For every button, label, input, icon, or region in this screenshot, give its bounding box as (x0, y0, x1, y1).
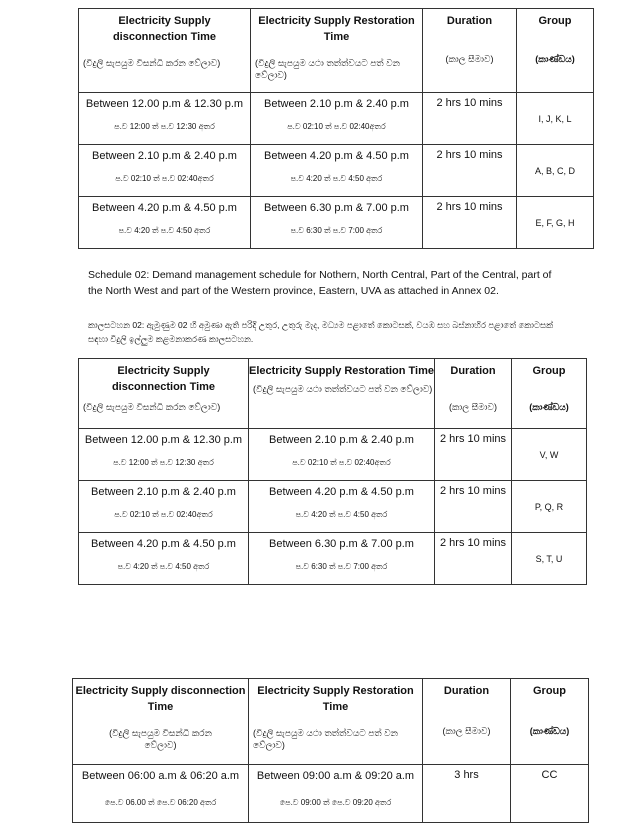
restoration-time: Between 2.10 p.m & 2.40 p.m (269, 434, 414, 446)
disconnection-time-si: පෙ.ව 06.00 ත් පෙ.ව 06:20 අතර (104, 798, 217, 807)
header-duration (423, 9, 517, 93)
group: I, J, K, L (517, 93, 594, 145)
header-disconnection-si: (විදුලි සැපයුම විසන්ධි කරන වේලාව) (83, 402, 221, 412)
table-header-row (79, 9, 594, 93)
header-group (512, 359, 587, 429)
restoration-time-si: ප.ව 02:10 ත් ප.ව 02:40අතර (287, 122, 386, 131)
disconnection-time: Between 06:00 a.m & 06:20 a.m (81, 770, 240, 782)
disconnection-time-si: ප.ව 4:20 ත් ප.ව 4:50 අතර (118, 226, 211, 235)
header-group-en: Group (538, 15, 572, 27)
disconnection-time: Between 12.00 p.m & 12.30 p.m (84, 434, 243, 446)
header-restoration-en: Electricity Supply Restoration Time (249, 365, 435, 377)
header-restoration-en: Electricity Supply Restoration Time (258, 15, 415, 43)
header-duration-si: (කාල සීමාව) (442, 726, 491, 736)
header-disconnection-si: (විදුලි සැපයුම විසන්ධි කරන වේලාව) (109, 728, 212, 750)
disconnection-time: Between 4.20 p.m & 4.50 p.m (92, 202, 237, 214)
table-header-row (73, 679, 589, 765)
duration: 2 hrs 10 mins (435, 481, 512, 533)
restoration-time: Between 4.20 p.m & 4.50 p.m (269, 486, 414, 498)
disconnection-time-si: ප.ව 12:00 ත් ප.ව 12:30 අතර (114, 122, 215, 131)
header-duration (423, 679, 511, 765)
group: CC (511, 765, 589, 823)
table-header-row (79, 359, 587, 429)
disconnection-time-si: ප.ව 4:20 ත් ප.ව 4:50 අතර (117, 562, 210, 571)
header-disconnection (73, 679, 249, 765)
header-duration-si: (කාල සීමාව) (445, 54, 494, 64)
group: V, W (512, 429, 587, 481)
group: P, Q, R (512, 481, 587, 533)
header-disconnection (79, 9, 251, 93)
header-disconnection-en: Electricity Supply disconnection Time (111, 365, 216, 393)
restoration-time-si: ප.ව 6:30 ත් ප.ව 7:00 අතර (295, 562, 388, 571)
group: A, B, C, D (517, 145, 594, 197)
header-group-en: Group (533, 685, 566, 697)
restoration-time: Between 2.10 p.m & 2.40 p.m (264, 98, 409, 110)
header-disconnection-en: Electricity Supply disconnection Time (112, 15, 217, 43)
disconnection-time: Between 2.10 p.m & 2.40 p.m (92, 150, 237, 162)
table-row (73, 765, 589, 823)
disconnection-time-si: ප.ව 12:00 ත් ප.ව 12:30 අතර (113, 458, 214, 467)
disconnection-time-si: ප.ව 02:10 ත් ප.ව 02:40අතර (114, 510, 213, 519)
restoration-time: Between 09:00 a.m & 09:20 a.m (256, 770, 415, 782)
schedule-2-sinhala: කාලසටහන 02: ඇමුණුම 02 හි අමුණා ඇති පරිදි උතුර, උතුරු මැද, මධ්‍යම පළාතේ කොටසක්, වයඹ සහ බස්නාහිර පළාතේ කොටසක් සඳහා විදුලි ඉල්ලුම කළමනාකරණ කාලසටහන. (88, 320, 554, 344)
restoration-time-si: ප.ව 6:30 ත් ප.ව 7:00 අතර (290, 226, 383, 235)
header-duration-en: Duration (446, 15, 493, 27)
schedule-2-text: Demand management schedule for Nothern, North Central, Part of the Central, part of the North West and part of the Western province, Eastern, UVA as attached in Annex 02. (88, 269, 552, 297)
table-row (79, 197, 594, 249)
schedule-table-2 (78, 358, 587, 585)
header-duration-en: Duration (450, 365, 496, 377)
table-row (79, 533, 587, 585)
restoration-time-si: ප.ව 02:10 ත් ප.ව 02:40අතර (292, 458, 391, 467)
restoration-time: Between 4.20 p.m & 4.50 p.m (264, 150, 409, 162)
header-restoration (249, 359, 435, 429)
schedule-table-3 (72, 678, 589, 823)
header-group (517, 9, 594, 93)
header-group-si: (කාණ්ඩය) (529, 726, 570, 736)
restoration-time-si: පෙ.ව 09:00 ත් පෙ.ව 09:20 අතර (279, 798, 392, 807)
header-duration-si: (කාල සීමාව) (448, 402, 497, 412)
table-row (79, 481, 587, 533)
header-disconnection-si: (විදුලි සැපයුම විසන්ධි කරන වේලාව) (83, 58, 221, 68)
disconnection-time: Between 4.20 p.m & 4.50 p.m (91, 538, 236, 550)
header-restoration (249, 679, 423, 765)
schedule-2-label: Schedule 02: (88, 269, 150, 281)
table-row (79, 93, 594, 145)
restoration-time-si: ප.ව 4:20 ත් ප.ව 4:50 අතර (295, 510, 388, 519)
duration: 2 hrs 10 mins (435, 533, 512, 585)
header-group-si: (කාණ්ඩය) (535, 54, 575, 64)
header-duration-en: Duration (443, 685, 490, 697)
header-restoration-en: Electricity Supply Restoration Time (257, 685, 414, 713)
header-disconnection-en: Electricity Supply disconnection Time (75, 685, 246, 713)
schedule-table-1 (78, 8, 594, 249)
header-disconnection (79, 359, 249, 429)
restoration-time: Between 6.30 p.m & 7.00 p.m (264, 202, 409, 214)
header-restoration (251, 9, 423, 93)
restoration-time-si: ප.ව 4:20 ත් ප.ව 4:50 අතර (290, 174, 383, 183)
disconnection-time: Between 12.00 p.m & 12.30 p.m (85, 98, 244, 110)
duration: 2 hrs 10 mins (435, 429, 512, 481)
header-group-si: (කාණ්ඩය) (529, 402, 569, 412)
group: S, T, U (512, 533, 587, 585)
duration: 2 hrs 10 mins (423, 197, 517, 249)
header-restoration-si: (විදුලි සැපයුම යථා තත්ත්වයට පත් වන වේලාව) (253, 728, 398, 750)
duration: 3 hrs (423, 765, 511, 823)
table-row (79, 429, 587, 481)
disconnection-time: Between 2.10 p.m & 2.40 p.m (91, 486, 236, 498)
schedule-2-description (88, 267, 558, 299)
table-row (79, 145, 594, 197)
header-restoration-si: (විදුලි සැපයුම යථා තත්ත්වයට පත් වන වේලාව) (255, 58, 400, 80)
disconnection-time-si: ප.ව 02:10 ත් ප.ව 02:40අතර (115, 174, 214, 183)
duration: 2 hrs 10 mins (423, 93, 517, 145)
header-restoration-si: (විදුලි සැපයුම යථා තත්ත්වයට පත් වන වේලාව) (253, 384, 433, 394)
header-duration (435, 359, 512, 429)
restoration-time: Between 6.30 p.m & 7.00 p.m (269, 538, 414, 550)
header-group-en: Group (532, 365, 566, 377)
duration: 2 hrs 10 mins (423, 145, 517, 197)
header-group (511, 679, 589, 765)
group: E, F, G, H (517, 197, 594, 249)
